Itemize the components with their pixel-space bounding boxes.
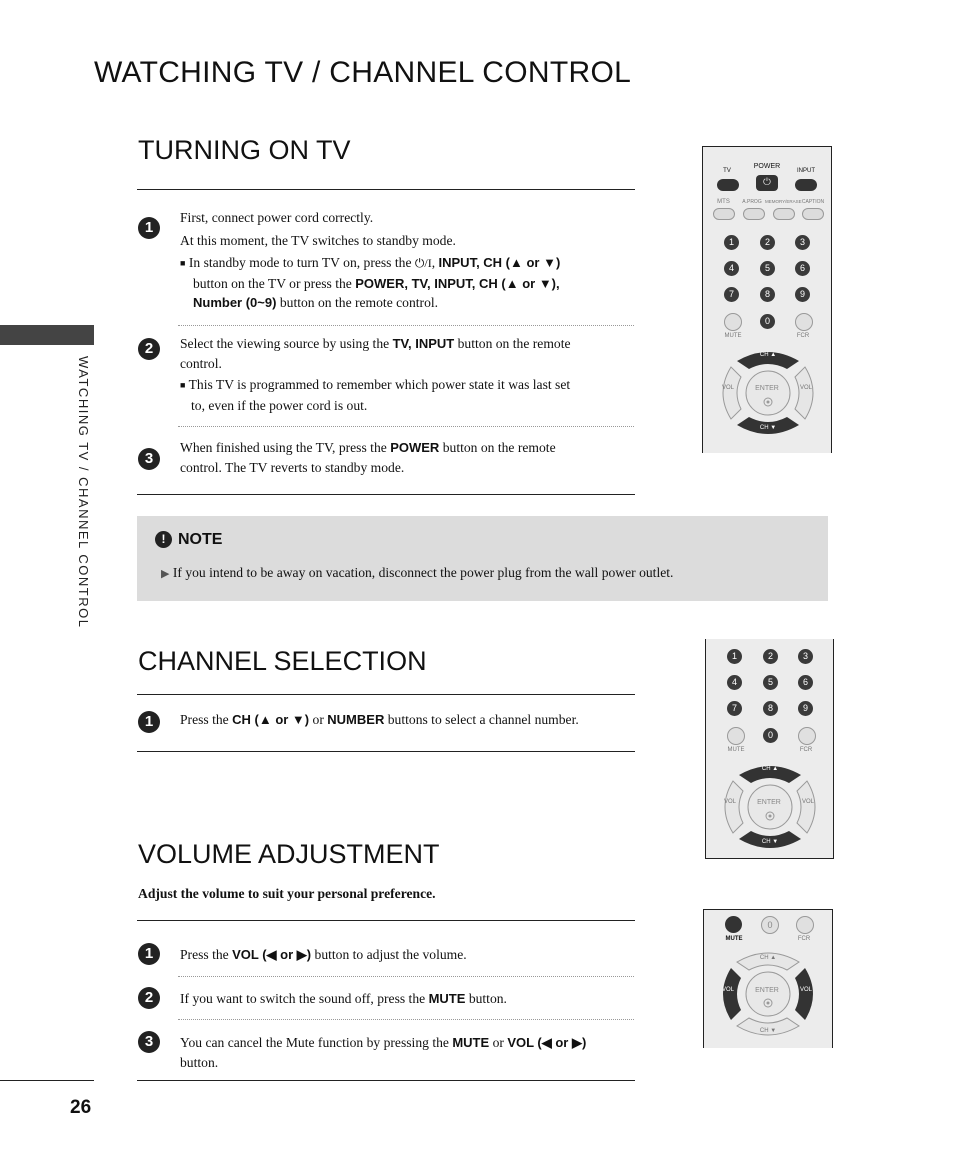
step-number: 2: [138, 987, 160, 1009]
dotted-divider: [178, 976, 634, 977]
memory-button: [773, 208, 795, 220]
side-tab-label: WATCHING TV / CHANNEL CONTROL: [76, 356, 91, 629]
step2-text: Select the viewing source by using the TV, INPUT button on the remote control. ■ This TV is programmed to remember which power state it was last set to, even if the power cord is out.: [180, 336, 571, 413]
dotted-divider: [178, 426, 634, 427]
divider: [137, 751, 635, 752]
mute-button: [724, 313, 742, 331]
divider: [137, 1080, 635, 1081]
fcr-button: [795, 313, 813, 331]
channel-step1-text: Press the CH (▲ or ▼) or NUMBER buttons to select a channel number.: [180, 712, 579, 727]
remote-keypad-illustration: 1 2 3 4 5 6 7 8 9 0 MUTE FCR CH ▲ CH ▼ VOL VOL ENTER: [705, 639, 834, 859]
step1-bullet: ■ In standby mode to turn TV on, press the ⏻/I, INPUT, CH (▲ or ▼) button on the TV or press the POWER, TV, INPUT, CH (▲ or ▼), Number (0~9) button on the remote control.: [180, 255, 561, 310]
note-text: ▶ If you intend to be away on vacation, disconnect the power plug from the wall power outlet.: [161, 565, 674, 580]
note-title: NOTE: [178, 531, 223, 548]
divider: [137, 494, 635, 495]
divider: [137, 694, 635, 695]
page-number: 26: [70, 1097, 92, 1118]
step-number: 1: [138, 711, 160, 733]
mute-button: [725, 916, 742, 933]
aprog-button: [743, 208, 765, 220]
step1-text: [180, 208, 630, 313]
volume-intro: Adjust the volume to suit your personal preference.: [138, 886, 436, 901]
dotted-divider: [178, 1019, 634, 1020]
step1-line2: At this moment, the TV switches to standby mode.: [180, 232, 456, 248]
page-number-rule: [0, 1080, 94, 1081]
step1-line1: First, connect power cord correctly.: [180, 210, 374, 225]
step-number: 2: [138, 338, 160, 360]
remote-control-illustration: TV POWER INPUT ⏻ MTS A.PROG MEMORY/ERASE CAPTION 1 2 3 4 5 6 7 8 9 0 MUTE FCR CH ▲ CH ▼ VOL VOL ENTER: [702, 146, 832, 453]
fcr-button: [798, 727, 816, 745]
side-tab-bar: [0, 325, 94, 345]
divider: [137, 920, 635, 921]
divider: [137, 189, 635, 190]
dotted-divider: [178, 325, 634, 326]
input-button: [795, 179, 817, 191]
step-number: 1: [138, 217, 160, 239]
navigation-pad-icon: [721, 948, 815, 1040]
caption-button: [802, 208, 824, 220]
note-box: [137, 516, 828, 601]
step-number: 3: [138, 448, 160, 470]
power-standby-icon: ⏻/I: [414, 256, 432, 270]
bullet-square-icon: ■: [180, 258, 186, 268]
step-number: 3: [138, 1031, 160, 1053]
turning-on-heading: TURNING ON TV: [138, 135, 351, 165]
fcr-button: [796, 916, 814, 934]
exclamation-icon: !: [155, 531, 172, 548]
arrow-bullet-icon: ▶: [161, 568, 170, 580]
volume-step1-text: Press the VOL (◀ or ▶) button to adjust the volume.: [180, 947, 467, 962]
channel-selection-heading: CHANNEL SELECTION: [138, 646, 427, 676]
step3-text: When finished using the TV, press the POWER button on the remote control. The TV reverts to standby mode.: [180, 440, 556, 475]
volume-step3-text: You can cancel the Mute function by pressing the MUTE or VOL (◀ or ▶) button.: [180, 1035, 587, 1070]
tv-button: [717, 179, 739, 191]
page-title: WATCHING TV / CHANNEL CONTROL: [94, 56, 632, 89]
bullet-square-icon: ■: [180, 380, 186, 390]
mute-button: [727, 727, 745, 745]
volume-step2-text: If you want to switch the sound off, press the MUTE button.: [180, 991, 507, 1006]
power-icon: ⏻: [756, 175, 778, 191]
volume-heading: VOLUME ADJUSTMENT: [138, 839, 440, 869]
mts-button: [713, 208, 735, 220]
remote-volume-illustration: 0 MUTE FCR CH ▲ CH ▼ VOL VOL ENTER: [703, 909, 833, 1048]
step-number: 1: [138, 943, 160, 965]
